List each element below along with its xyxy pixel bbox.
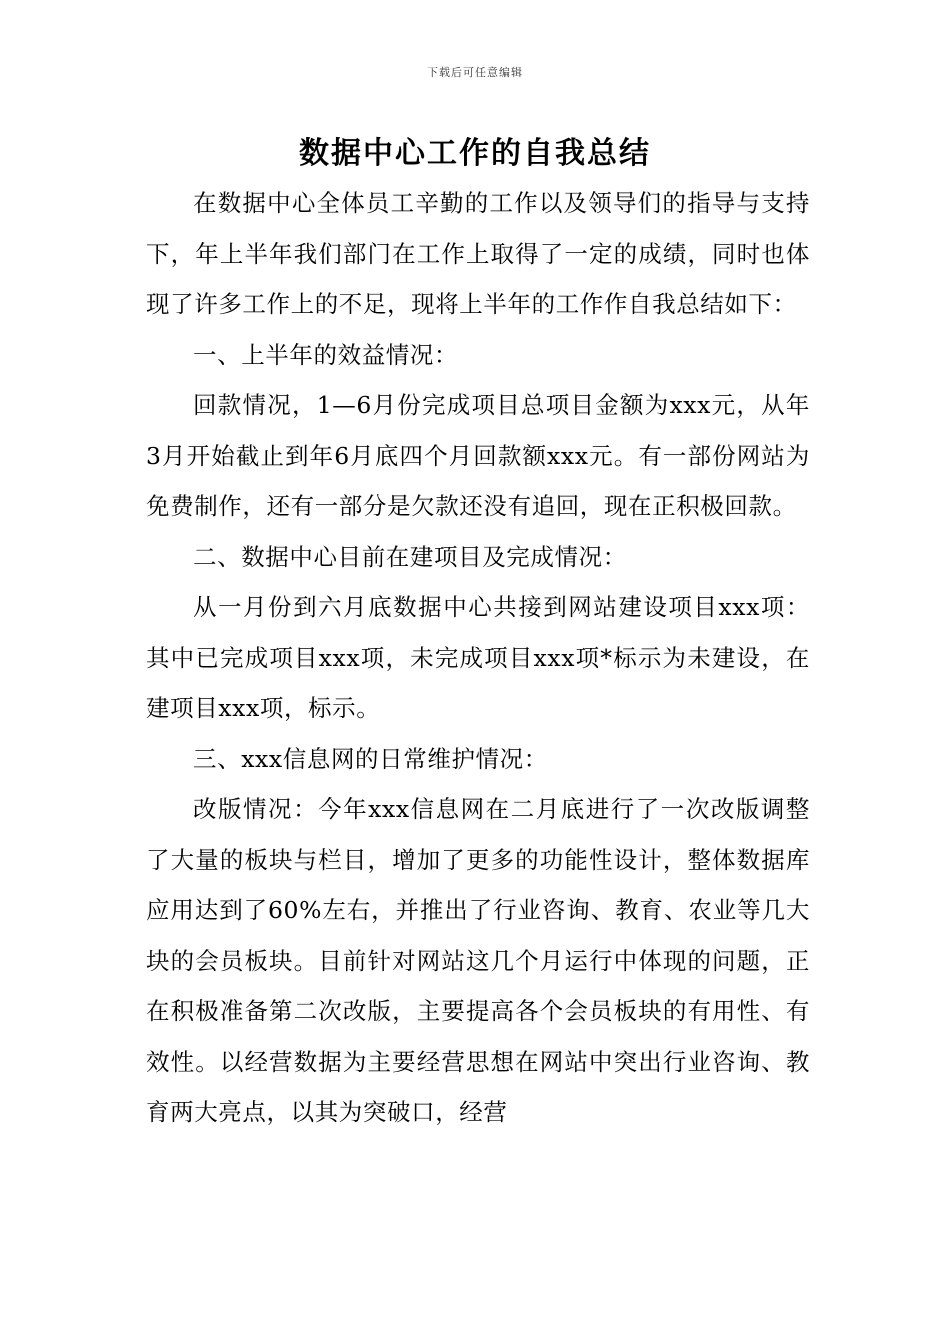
header-note: 下载后可任意编辑	[427, 66, 523, 79]
document-title: 数据中心工作的自我总结	[299, 136, 651, 171]
section-heading-2: 二、数据中心目前在建项目及完成情况：	[193, 542, 627, 571]
section-heading-1: 一、上半年的效益情况：	[193, 340, 459, 369]
paragraph-payments: 回款情况，1—6月份完成项目总项目金额为xxx元，从年3月开始截止到年6月底四个月回款额xxx元。有一部份网站为免费制作，还有一部分是欠款还没有追回，现在正积极回款。	[146, 391, 810, 520]
paragraph-intro: 在数据中心全体员工辛勤的工作以及领导们的指导与支持下，年上半年我们部门在工作上取得了一定的成绩，同时也体现了许多工作上的不足，现将上半年的工作作自我总结如下：	[146, 189, 810, 318]
paragraph-revision: 改版情况：今年xxx信息网在二月底进行了一次改版调整了大量的板块与栏目，增加了更多的功能性设计，整体数据库应用达到了60%左右，并推出了行业咨询、教育、农业等几大块的会员板块。目前针对网站这几个月运行中体现的问题，正在积极准备第二次改版，主要提高各个会员板块的有用性、有效性。以经营数据为主要经营思想在网站中突出行业咨询、教育两大亮点，以其为突破口，经营	[146, 795, 810, 1126]
paragraph-projects: 从一月份到六月底数据中心共接到网站建设项目xxx项：其中已完成项目xxx项，未完成项目xxx项*标示为未建设，在建项目xxx项，标示。	[146, 593, 810, 722]
document-body	[146, 178, 810, 1138]
section-heading-3: 三、xxx信息网的日常维护情况：	[193, 744, 548, 773]
